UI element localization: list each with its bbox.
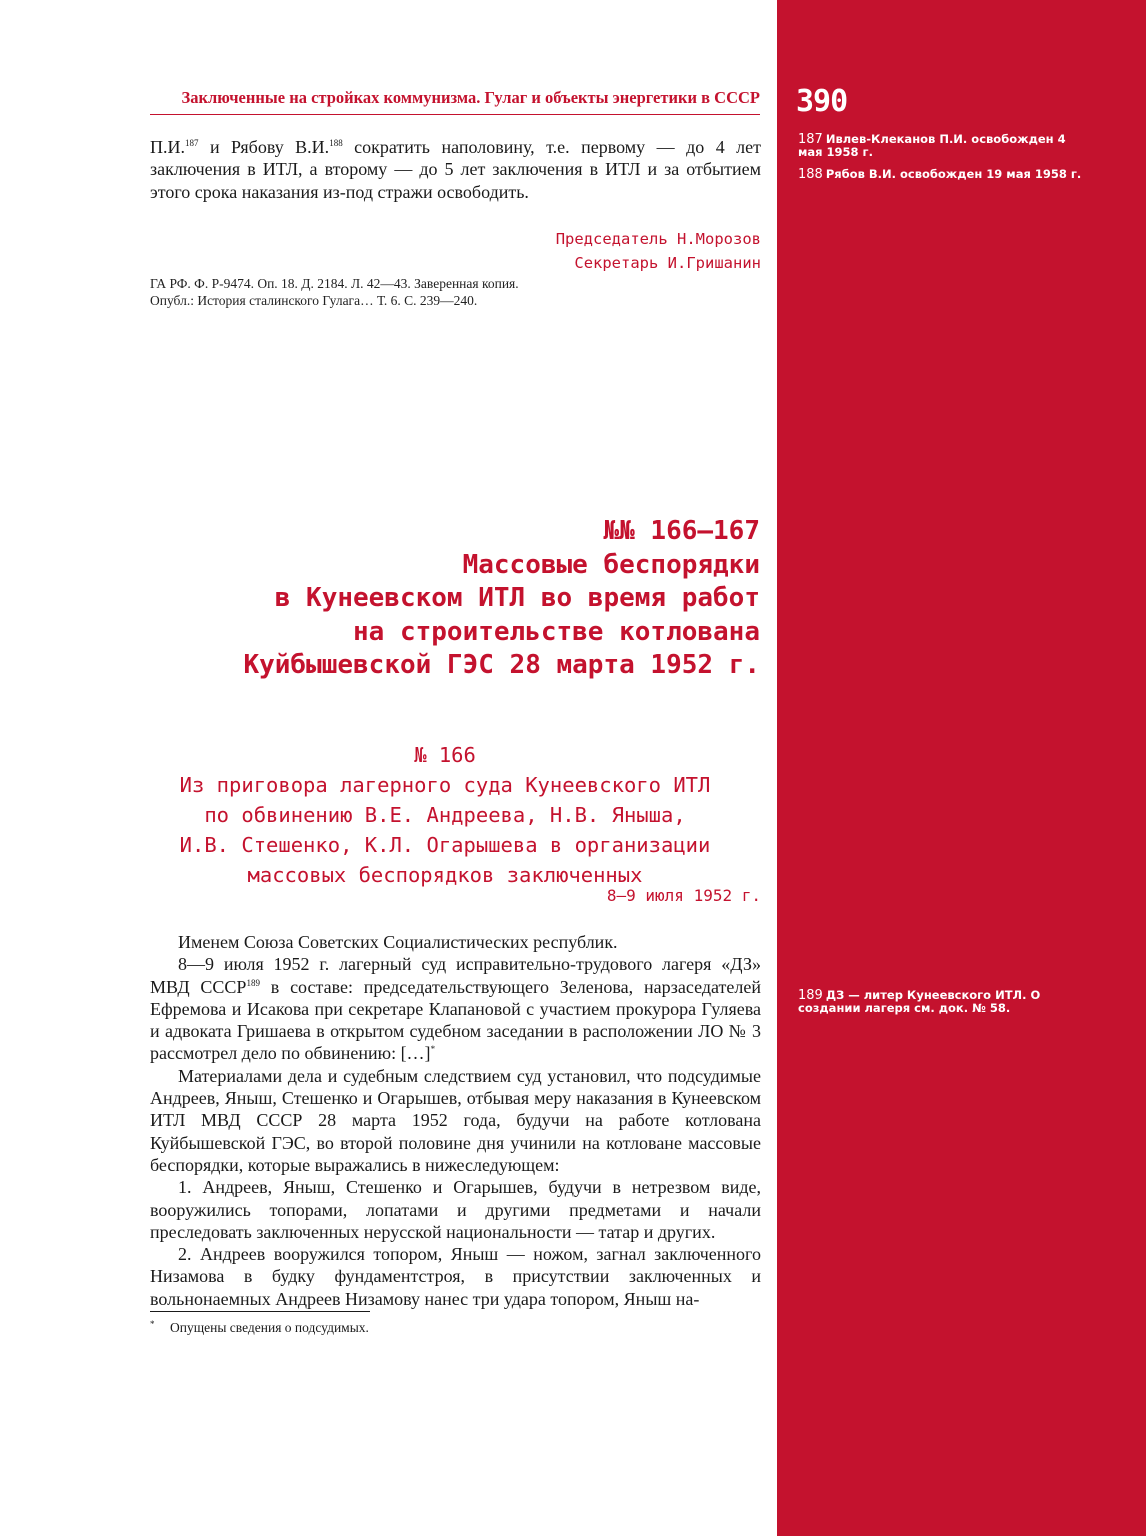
body-paragraph: 1. Андреев, Яныш, Стешенко и Огарышев, будучи в нетрезвом виде, вооружились топорами, лопатами и другими предметами и начали преследовать заключенных нерусской национальности — татар и других. [150, 1177, 761, 1242]
archive-source [150, 275, 519, 309]
document-body [150, 931, 761, 1310]
body-paragraph: 2. Андреев вооружился топором, Яныш — ножом, загнал заключенного Низамова в будку фундаментстроя, в присутствии заключенных и вольнонаемных Андреев Низамову нанес три удара топором, Яныш на- [150, 1244, 761, 1309]
document-title-line: массовых беспорядков заключенных [247, 863, 643, 887]
document-title-line: по обвинению В.Е. Андреева, Н.В. Яныша, [204, 803, 686, 827]
document-number: № 166 [414, 743, 476, 767]
body-paragraph: Именем Союза Советских Социалистических республик. [178, 932, 618, 952]
footnote-text: Опущены сведения о подсудимых. [170, 1320, 369, 1335]
footnote [150, 1319, 369, 1336]
side-note-187 [798, 133, 1083, 159]
section-title-line: на строительстве котлована [353, 616, 760, 647]
body-paragraph: 8—9 июля 1952 г. лагерный суд исправительно-трудового лагеря «ДЗ» МВД СССР$^{189}$ в составе: председательствующего Зеленова, нарзаседателей Ефремова и Исакова при секретаре Клапановой с участием прокурора Гуляева и адвоката Гришаева в открытом судебном заседании в расположении ЛО № 3 рассмотрел дело по обвинению: […]* [150, 954, 761, 1064]
side-note-number: 188 [798, 167, 823, 182]
side-note-188 [798, 168, 1083, 181]
footnote-ref: * [430, 1044, 436, 1055]
side-note-189 [798, 989, 1083, 1015]
section-title-line: Куйбышевской ГЭС 28 марта 1952 г. [243, 650, 760, 680]
side-note-number: 187 [798, 132, 823, 147]
section-title [130, 515, 760, 683]
footnote-ref: 188 [329, 138, 343, 148]
section-title-line: Массовые беспорядки [462, 549, 760, 580]
document-date: 8—9 июля 1952 г. [606, 886, 761, 905]
header-rule [150, 114, 760, 115]
side-note-text: Рябов В.И. освобожден 19 мая 1958 г. [825, 167, 1082, 181]
document-heading [130, 740, 760, 890]
side-note-text: Ивлев-Клеканов П.И. освобожден 4 мая 1958 г. [798, 132, 1066, 159]
page-number: 390 [796, 84, 848, 119]
source-line: Опубл.: История сталинского Гулага… Т. 6. С. 239—240. [150, 293, 478, 308]
body-paragraph: Материалами дела и судебным следствием суд установил, что подсудимые Андреев, Яныш, Стешенко и Огарышев, отбывая меру наказания в Кунеевском ИТЛ МВД СССР 28 марта 1952 года, будучи на работе котлована Куйбышевской ГЭС, во второй половине дня учинили на котловане массовые беспорядки, которые выражались в нижеследующем: [150, 1065, 761, 1175]
document-title-line: И.В. Стешенко, К.Л. Огарышева в организации [179, 833, 711, 857]
side-note-text: ДЗ — литер Кунеевского ИТЛ. О создании лагеря см. док. № 58. [798, 988, 1041, 1015]
margin-sidebar [777, 0, 1146, 1536]
section-title-line: в Кунеевском ИТЛ во время работ [274, 583, 760, 613]
signature-chairman: Председатель Н.Морозов [555, 230, 761, 248]
source-line: ГА РФ. Ф. Р-9474. Оп. 18. Д. 2184. Л. 42—43. Заверенная копия. [150, 276, 519, 291]
running-head: Заключенные на стройках коммунизма. Гулаг и объекты энергетики в СССР [181, 88, 760, 107]
footnote-ref: 187 [185, 138, 199, 148]
footnote-rule [150, 1311, 370, 1312]
side-note-number: 189 [798, 988, 823, 1003]
section-title-line: №№ 166—167 [603, 516, 760, 546]
signature-secretary: Секретарь И.Гришанин [574, 254, 761, 272]
top-paragraph: П.И.$^{187}$ и Рябову В.И.$^{188}$ сократить наполовину, т.е. первому — до 4 лет заключения в ИТЛ, а второму — до 5 лет заключения в ИТЛ и за отбытием этого срока наказания из-под стражи освободить. [150, 137, 761, 202]
document-title-line: Из приговора лагерного суда Кунеевского ИТЛ [179, 773, 711, 797]
footnote-mark: * [150, 1319, 155, 1329]
footnote-ref: 189 [246, 977, 260, 988]
